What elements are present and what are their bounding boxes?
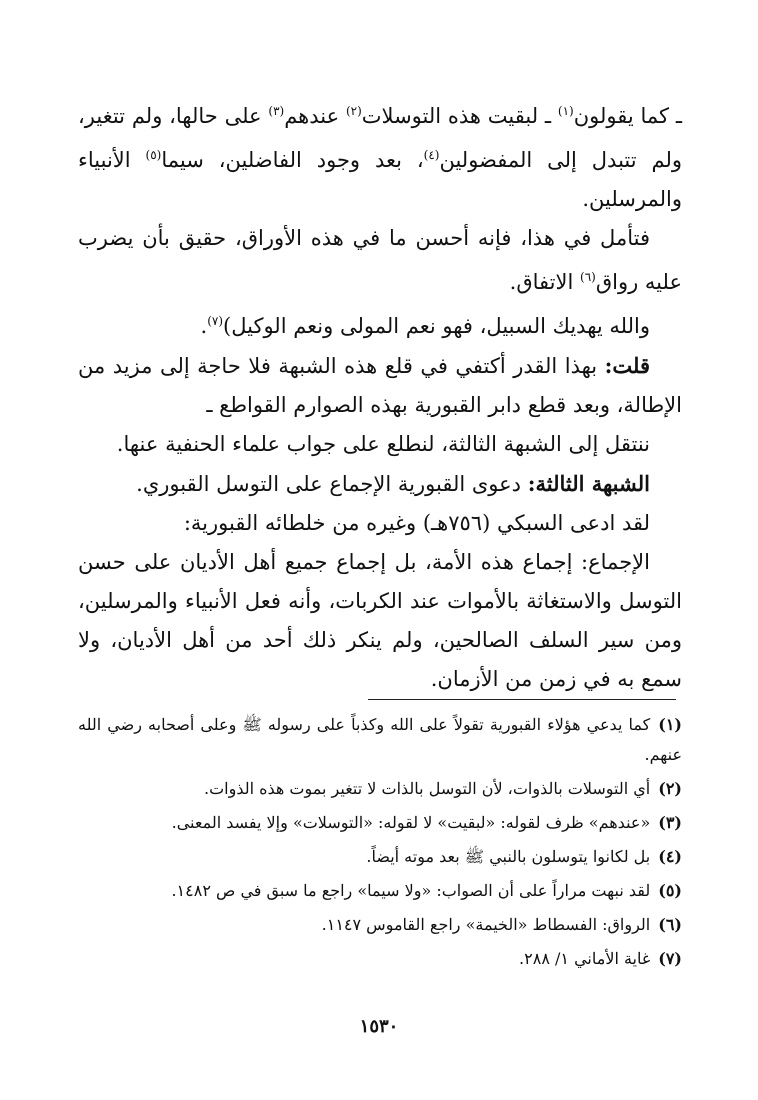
text-run: ، بعد وجود الفاضلين، سيما [161,148,424,172]
footnote-number: (١) [658,715,682,734]
footnote-ref-5[interactable]: (٥) [145,148,162,162]
text-run: فتأمل في هذا، فإنه أحسن ما في هذه الأوراق، حقيق بأن يضرب عليه رواق [78,226,682,294]
footnote-text: «عندهم» ظرف لقوله: «لبقيت» لا لقوله: «التوسلات» وإلا يفسد المعنى. [171,813,651,832]
footnote-text: الرواق: الفسطاط «الخيمة» راجع القاموس ١١٤٧. [321,915,651,934]
footnote-text: بل لكانوا يتوسلون بالنبي ﷺ بعد موته أيضاً. [366,847,651,866]
footnote-number: (٦) [658,915,682,934]
text-run: دعوى القبورية الإجماع على التوسل القبوري. [136,472,528,496]
footnote-separator [368,699,676,700]
paragraph-3 [78,302,682,346]
footnote-ref-1[interactable]: (١) [557,104,574,118]
footnote-text: لقد نبهت مراراً على أن الصواب: «ولا سيما» راجع ما سبق في ص ١٤٨٢. [171,881,651,900]
footnote-ref-3[interactable]: (٣) [268,104,285,118]
footnote-4 [78,842,682,872]
footnote-text: أي التوسلات بالذوات، لأن التوسل بالذات لا تتغير بموت هذه الذوات. [204,779,651,798]
footnote-ref-6[interactable]: (٦) [580,270,596,284]
page-number: ١٥٣٠ [359,1016,399,1037]
footnote-number: (٢) [658,779,682,798]
footnote-7 [78,944,682,974]
footnote-number: (٣) [658,813,682,832]
text-run: ـ كما يقولون [573,104,682,128]
text-run: الأنبياء والمرسلين. [78,148,682,211]
paragraph-8: الإجماع: إجماع هذه الأمة، بل إجماع جميع أهل الأديان على حسن التوسل والاستغاثة بالأموات عند الكربات، وأنه فعل الأنبياء والمرسلين، ومن سير السلف الصالحين، ولم ينكر ذلك أحد من أهل الأديان، ولا سمع به في زمن من الأزمان. [78,550,682,691]
paragraph-2 [78,219,682,302]
footnote-number: (٤) [658,847,682,866]
footnote-number: (٥) [658,881,682,900]
text-run: والله يهديك السبيل، فهو نعم المولى ونعم الوكيل) [223,314,650,338]
text-run: بهذا القدر أكتفي في قلع هذه الشبهة فلا حاجة إلى مزيد من الإطالة، وبعد قطع دابر القبورية بهذه الصوارم القواطع ـ [78,354,682,417]
footnote-ref-7[interactable]: (٧) [207,314,224,328]
paragraph-6 [78,464,682,504]
paragraph-5: ننتقل إلى الشبهة الثالثة، لنطلع على جواب علماء الحنفية عنها. [116,432,650,456]
text-run: الاتفاق. [509,270,580,294]
paragraph-7: لقد ادعى السبكي (٧٥٦هـ) وغيره من خلطائه القبورية: [183,511,650,535]
paragraph-4 [78,346,682,425]
section-heading: الشبهة الثالثة: [527,471,650,496]
qultu-label: قلت: [604,353,650,378]
footnote-3 [78,808,682,838]
footnote-2 [78,774,682,804]
footnote-text: كما يدعي هؤلاء القبورية تقولاً على الله وكذباً على رسوله ﷺ وعلى أصحابه رضي الله عنهم. [78,715,682,764]
footnote-5 [78,876,682,906]
footnote-ref-2[interactable]: (٢) [345,104,362,118]
main-text [78,92,682,699]
text-run: ـ لبقيت هذه التوسلات [361,104,558,128]
footnotes [78,710,682,978]
text-run: على حالها، ولم تتغير، ولم تتبدل إلى المفضولين [78,104,683,172]
text-run: . [200,314,208,338]
footnote-6 [78,910,682,940]
footnote-text: غاية الأماني ١/ ٢٨٨. [519,949,651,968]
footnote-1 [78,710,682,770]
footnote-number: (٧) [658,949,682,968]
footnote-ref-4[interactable]: (٤) [423,148,440,162]
text-run: عندهم [284,104,346,128]
paragraph-1 [78,92,682,219]
